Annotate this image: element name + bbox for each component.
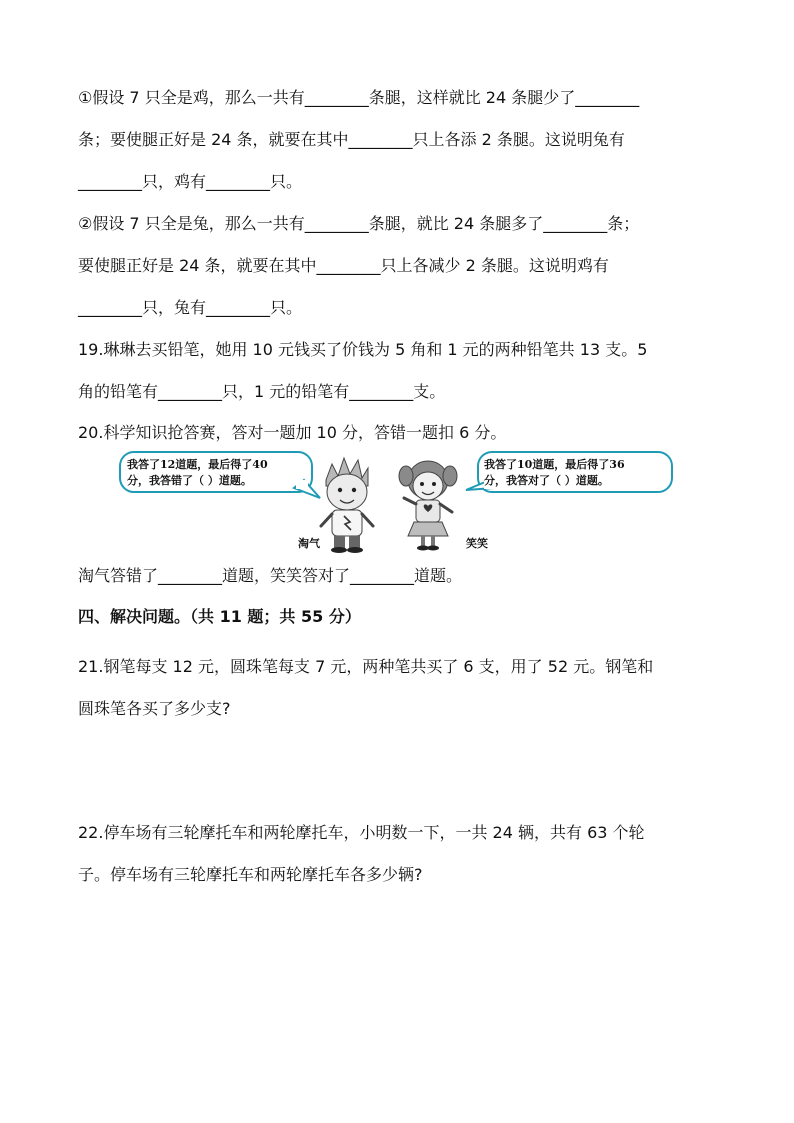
line-q20-1: 20.科学知识抢答赛，答对一题加 10 分，答错一题扣 6 分。 <box>78 423 507 442</box>
section-heading: 四、解决问题。（共 11 题；共 55 分） <box>78 607 361 626</box>
boy-bubble-text-1: 我答了12道题，最后得了40 <box>127 458 268 471</box>
illustration-svg <box>118 450 678 555</box>
line-q18-2: 条；要使腿正好是 24 条，就要在其中________只上各添 2 条腿。这说明兔有 <box>78 130 625 149</box>
line-q22-1: 22.停车场有三轮摩托车和两轮摩托车，小明数一下，一共 24 辆，共有 63 个轮 <box>78 823 645 842</box>
line-q18-3: ________只，鸡有________只。 <box>78 172 303 191</box>
illustration-quiz <box>118 450 678 555</box>
boy-figure <box>321 458 373 553</box>
boy-name: 淘气 <box>298 537 320 550</box>
line-q19-1: 19.琳琳去买铅笔，她用 10 元钱买了价钱为 5 角和 1 元的两种铅笔共 13 支。5 <box>78 340 648 359</box>
line-q18-1: ①假设 7 只全是鸡，那么一共有________条腿，这样就比 24 条腿少了________ <box>78 88 640 107</box>
boy-bubble-text-2: 分，我答错了（ ）道题。 <box>127 474 252 487</box>
girl-bubble-text-1: 我答了10道题，最后得了36 <box>484 458 625 471</box>
line-q22-2: 子。停车场有三轮摩托车和两轮摩托车各多少辆? <box>78 865 423 884</box>
line-q19-2: 角的铅笔有________只，1 元的铅笔有________支。 <box>78 382 446 401</box>
line-q18-4: ②假设 7 只全是兔，那么一共有________条腿，就比 24 条腿多了________条； <box>78 214 640 233</box>
line-q18-5: 要使腿正好是 24 条，就要在其中________只上各减少 2 条腿。这说明鸡有 <box>78 256 609 275</box>
girl-name: 笑笑 <box>466 537 488 550</box>
girl-figure <box>399 461 457 551</box>
line-q20-answer: 淘气答错了________道题，笑笑答对了________道题。 <box>78 566 463 585</box>
line-q21-1: 21.钢笔每支 12 元，圆珠笔每支 7 元，两种笔共买了 6 支，用了 52 元。钢笔和 <box>78 657 654 676</box>
line-q18-6: ________只，兔有________只。 <box>78 298 303 317</box>
girl-bubble-text-2: 分，我答对了（ ）道题。 <box>484 474 609 487</box>
line-q21-2: 圆珠笔各买了多少支? <box>78 699 231 718</box>
